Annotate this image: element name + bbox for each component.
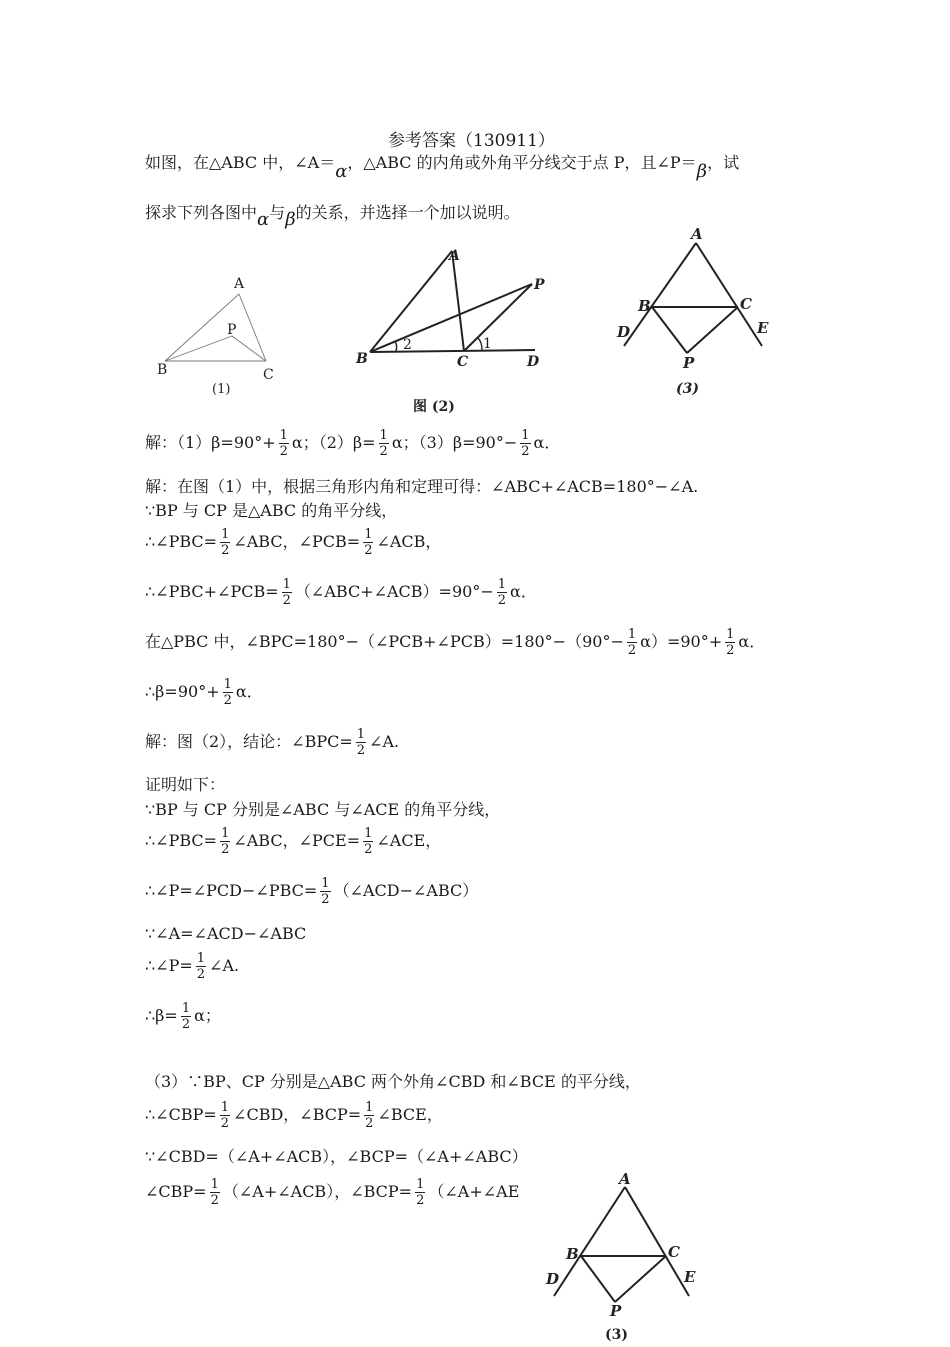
fig2-label-c: C — [457, 354, 469, 370]
fraction-one-half: $\frac{1}{2}$ — [627, 627, 637, 658]
sol-text: ∠ABC，∠PCB= — [233, 532, 361, 551]
fraction-one-half: $\frac{1}{2}$ — [379, 428, 388, 459]
figure-1-diagram — [150, 270, 290, 400]
figure-2-diagram — [350, 242, 560, 417]
fig3b-label-p: P — [610, 1302, 622, 1320]
fig1-label-c: C — [263, 367, 274, 383]
fig2-caption: 图 (2) — [413, 399, 455, 415]
fig2-label-d: D — [527, 354, 540, 370]
fraction-one-half: $\frac{1}{2}$ — [364, 826, 373, 857]
fig3b-label-e: E — [684, 1268, 696, 1286]
sol-text: ∠ACB， — [376, 532, 442, 551]
sol-text: （∠ACD−∠ABC） — [333, 881, 479, 900]
sol-text: 在△PBC 中，∠BPC=180°−（∠PCB+∠PCB）=180°−（90°− — [145, 632, 624, 651]
problem-line-2 — [145, 203, 520, 230]
sol-text: ∠CBD，∠BCP= — [233, 1105, 362, 1124]
answer-text: 解：（1）β=90°+ — [145, 433, 276, 452]
page-title: 参考答案（130911） — [388, 131, 555, 151]
problem-text: 与 — [269, 203, 286, 222]
sol1-line-4 — [145, 577, 537, 608]
fraction-one-half: $\frac{1}{2}$ — [521, 428, 530, 459]
fig1-label-p: P — [227, 322, 237, 338]
sol-text: ∠A. — [369, 732, 400, 751]
sol2-line-6: ∵∠A=∠ACD−∠ABC — [145, 924, 307, 943]
sol-text: ∴β=90°+ — [145, 682, 220, 701]
fig3-label-d: D — [617, 323, 631, 341]
problem-text: 探求下列各图中 — [145, 203, 258, 222]
fig3b-caption: (3) — [605, 1327, 628, 1343]
fraction-one-half: $\frac{1}{2}$ — [210, 1177, 219, 1208]
problem-text: ，△ABC 的内角或外角平分线交于点 P，且∠P＝ — [347, 153, 697, 172]
beta-symbol: β — [696, 161, 708, 182]
fig3-caption: (3) — [676, 381, 699, 397]
fig3-label-e: E — [757, 319, 769, 337]
problem-text: 的关系，并选择一个加以说明。 — [295, 203, 520, 222]
sol2-line-3: ∵BP 与 CP 分别是∠ABC 与∠ACE 的角平分线， — [145, 800, 501, 819]
fraction-one-half: $\frac{1}{2}$ — [220, 1100, 230, 1131]
sol1-line-3 — [145, 527, 441, 558]
sol3-line-2 — [145, 1100, 443, 1131]
answer-text: α；（3）β=90°− — [391, 433, 518, 452]
sol1-line-1: 解：在图（1）中，根据三角形内角和定理可得：∠ABC+∠ACB=180°−∠A. — [145, 477, 699, 496]
answer-text: α． — [533, 433, 561, 452]
sol-text: α； — [194, 1006, 221, 1025]
fraction-one-half: $\frac{1}{2}$ — [726, 627, 735, 658]
problem-line-1 — [145, 153, 740, 182]
sol-text: ∴∠P= — [145, 956, 193, 975]
fraction-one-half: $\frac{1}{2}$ — [196, 951, 206, 982]
sol-text: （∠A+∠AE — [428, 1182, 520, 1201]
sol-text: ∴∠CBP= — [145, 1105, 217, 1124]
sol1-line-5 — [145, 627, 765, 658]
sol-text: ∠ACE， — [376, 831, 442, 850]
alpha-symbol: α — [257, 209, 270, 230]
sol2-line-5 — [145, 876, 478, 907]
sol1-line-2: ∵BP 与 CP 是△ABC 的角平分线， — [145, 501, 398, 520]
sol-text: α）=90°+ — [640, 632, 723, 651]
sol-text: α． — [738, 632, 766, 651]
fig1-label-b: B — [157, 362, 168, 378]
fraction-one-half: $\frac{1}{2}$ — [497, 577, 507, 608]
answer-text: α；（2）β= — [291, 433, 376, 452]
fig1-caption: (1) — [212, 382, 231, 397]
sol-text: α． — [510, 582, 537, 601]
fraction-one-half: $\frac{1}{2}$ — [221, 826, 230, 857]
sol-text: （∠A+∠ACB），∠BCP= — [222, 1182, 413, 1201]
sol2-line-1 — [145, 727, 399, 758]
sol3-line-3: ∵∠CBD=（∠A+∠ACB），∠BCP=（∠A+∠ABC） — [145, 1147, 528, 1166]
sol-text: ∴∠PBC+∠PCB= — [145, 582, 279, 601]
fig2-label-p: P — [534, 277, 545, 293]
sol-text: ∠A. — [209, 956, 240, 975]
sol2-line-8 — [145, 1001, 221, 1032]
sol2-line-2: 证明如下： — [145, 775, 226, 794]
fig3-label-p: P — [683, 354, 695, 372]
sol-text: （∠ABC+∠ACB）=90°− — [294, 582, 494, 601]
fig3b-label-a: A — [619, 1170, 631, 1188]
fraction-one-half: $\frac{1}{2}$ — [365, 1100, 374, 1131]
fraction-one-half: $\frac{1}{2}$ — [279, 428, 288, 459]
fig1-label-a: A — [234, 276, 245, 292]
fig3b-label-d: D — [546, 1270, 560, 1288]
fig2-label-a: A — [449, 248, 460, 264]
fig2-angle-2: 2 — [403, 337, 412, 353]
sol-text: α． — [235, 682, 263, 701]
fraction-one-half: $\frac{1}{2}$ — [356, 727, 366, 758]
fig2-label-b: B — [356, 351, 368, 367]
fig3b-label-b: B — [566, 1245, 579, 1263]
sol-text: ∠ABC，∠PCE= — [233, 831, 361, 850]
answer-line — [145, 428, 560, 459]
sol2-line-4 — [145, 826, 441, 857]
sol-text: ∠CBP= — [145, 1182, 207, 1201]
fraction-one-half: $\frac{1}{2}$ — [221, 527, 230, 558]
sol-text: ∠BCE， — [377, 1105, 443, 1124]
figure-3-diagram — [612, 225, 782, 400]
sol3-line-1: （3）∵BP、CP 分别是△ABC 两个外角∠CBD 和∠BCE 的平分线， — [145, 1072, 641, 1091]
fig3-label-c: C — [740, 295, 752, 313]
fraction-one-half: $\frac{1}{2}$ — [321, 876, 330, 907]
problem-text: 如图，在△ABC 中，∠A＝ — [145, 153, 336, 172]
sol-text: ∴β= — [145, 1006, 178, 1025]
problem-text: ，试 — [707, 153, 740, 172]
fraction-one-half: $\frac{1}{2}$ — [364, 527, 373, 558]
sol-text: ∴∠P=∠PCD−∠PBC= — [145, 881, 318, 900]
fig3-label-a: A — [691, 225, 703, 243]
sol-text: 解：图（2），结论：∠BPC= — [145, 732, 353, 751]
alpha-symbol: α — [335, 161, 348, 182]
fig3b-label-c: C — [668, 1243, 680, 1261]
sol1-line-6 — [145, 677, 263, 708]
fraction-one-half: $\frac{1}{2}$ — [282, 577, 291, 608]
fraction-one-half: $\frac{1}{2}$ — [181, 1001, 191, 1032]
figure-3-repeat-diagram — [543, 1172, 713, 1347]
sol2-line-7 — [145, 951, 239, 982]
sol-text: ∴∠PBC= — [145, 831, 218, 850]
sol-text: ∴∠PBC= — [145, 532, 218, 551]
fraction-one-half: $\frac{1}{2}$ — [223, 677, 232, 708]
fraction-one-half: $\frac{1}{2}$ — [416, 1177, 425, 1208]
fig2-angle-1: 1 — [483, 336, 492, 352]
beta-symbol: β — [285, 209, 296, 230]
fig3-label-b: B — [638, 297, 651, 315]
sol3-line-4 — [145, 1177, 546, 1208]
